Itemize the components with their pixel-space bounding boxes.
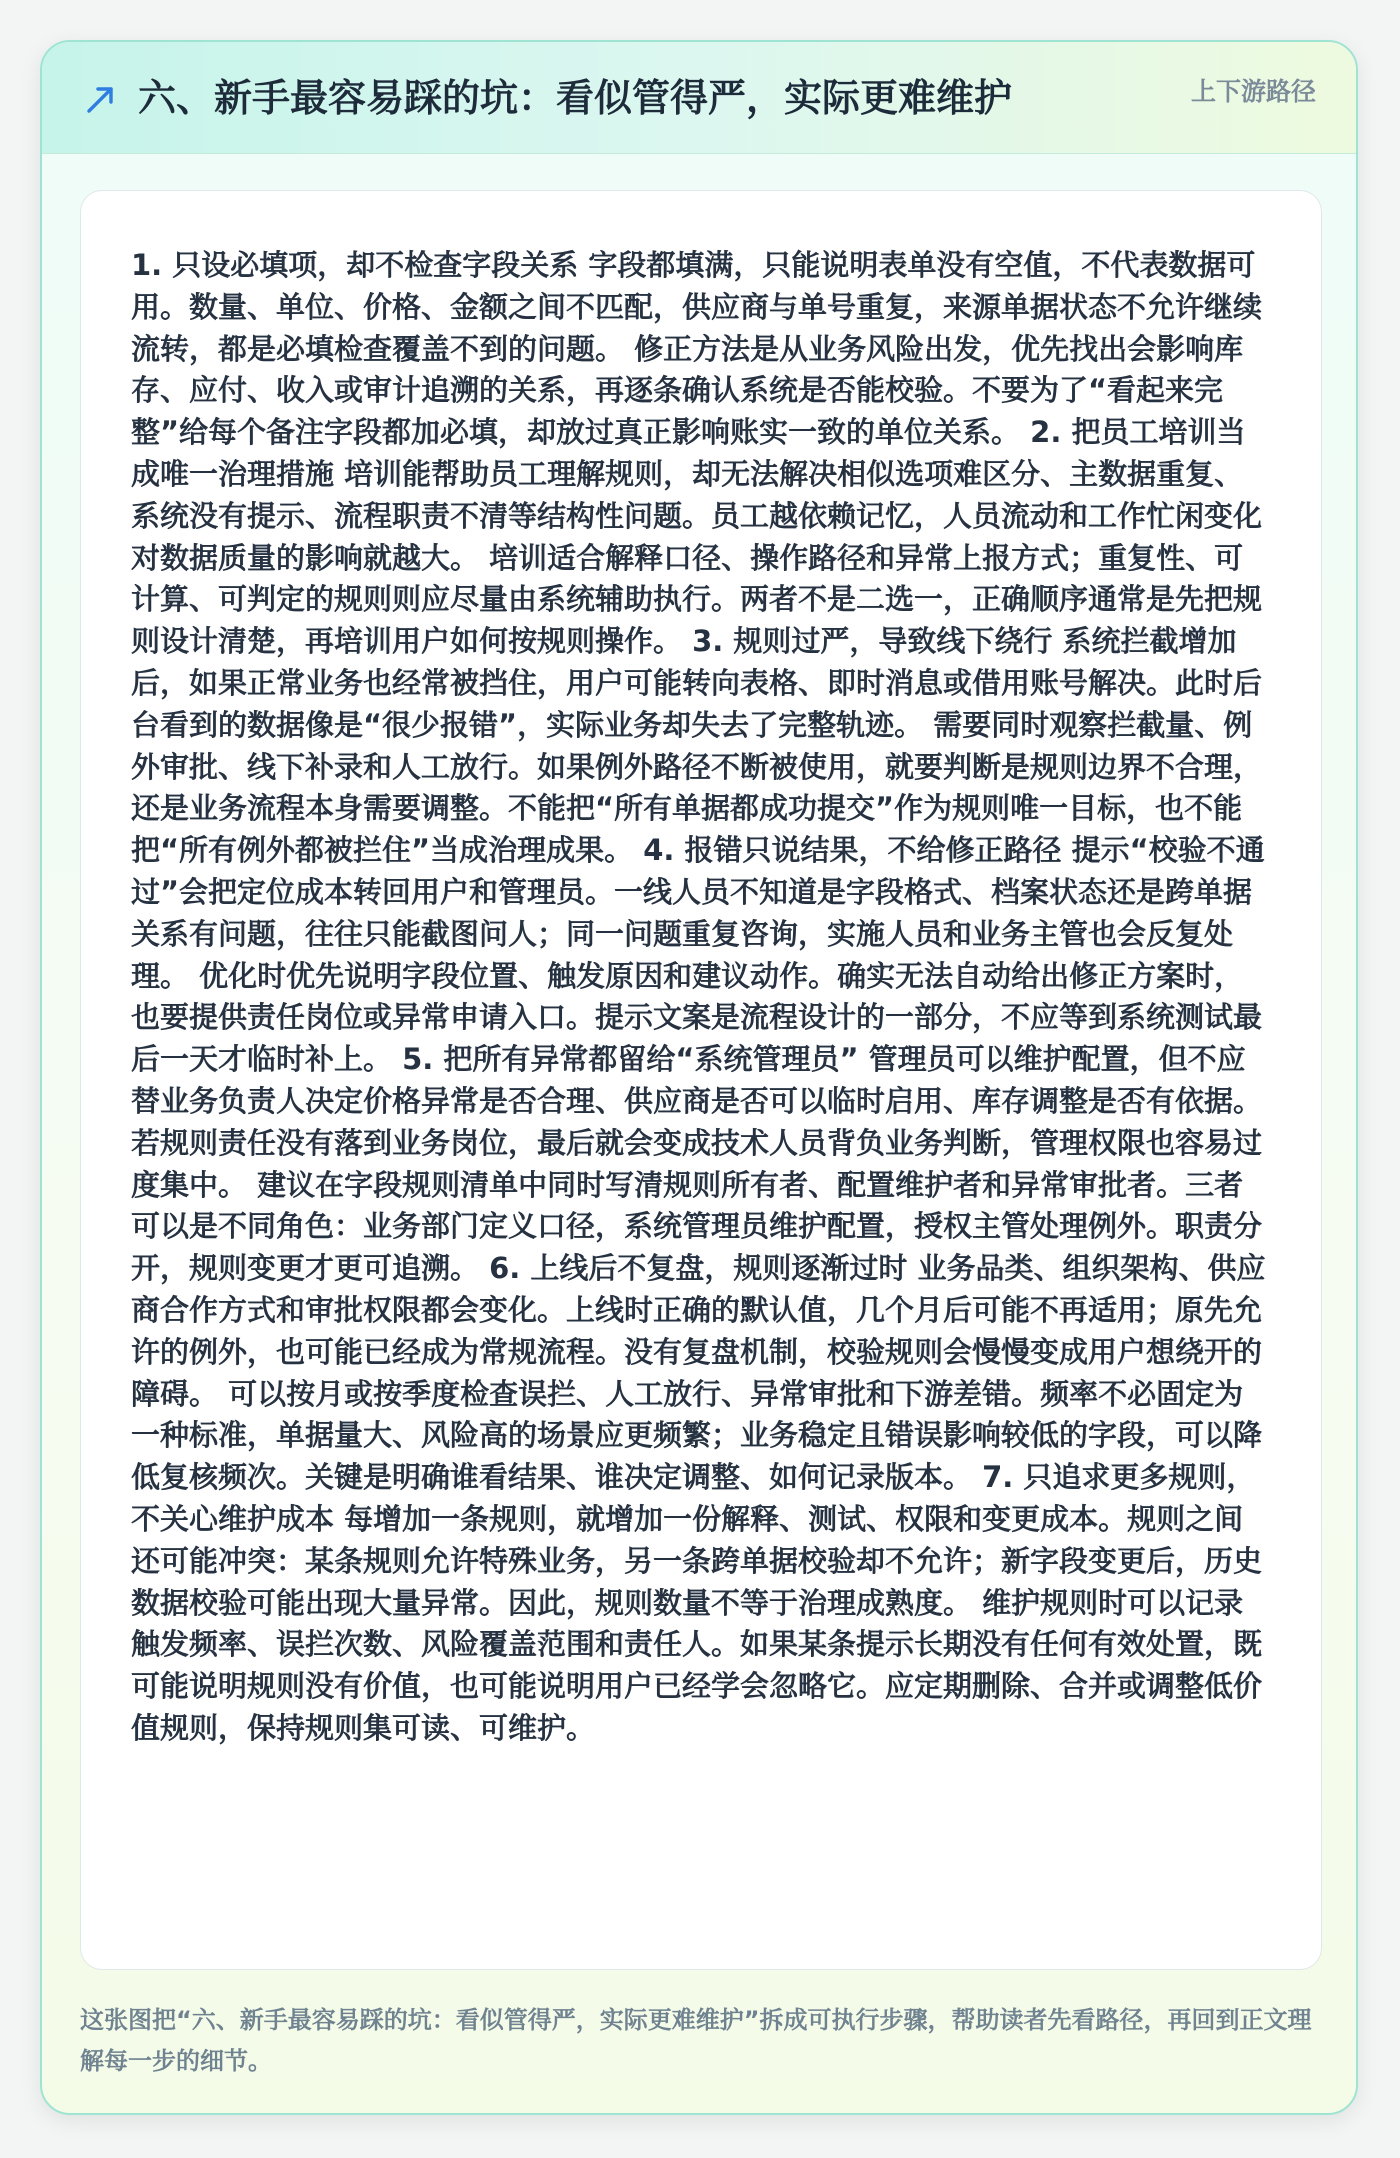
trend-arrow-icon — [84, 82, 118, 116]
content-panel — [80, 190, 1322, 1970]
article-card — [40, 40, 1358, 2115]
figure-caption: 这张图把“六、新手最容易踩的坑：看似管得严，实际更难维护”拆成可执行步骤，帮助读者先看路径，再回到正文理解每一步的细节。 — [80, 2006, 1312, 2075]
section-title: 六、新手最容易踩的坑：看似管得严，实际更难维护 — [138, 76, 1013, 120]
card-header — [42, 42, 1356, 154]
body-text: 1. 只设必填项，却不检查字段关系 字段都填满，只能说明表单没有空值，不代表数据可用。数量、单位、价格、金额之间不匹配，供应商与单号重复，来源单据状态不允许继续流转，都是必填检查覆盖不到的问题。 修正方法是从业务风险出发，优先找出会影响库存、应付、收入或审计追溯的关系，再逐条确认系统是否能校验。不要为了“看起来完整”给每个备注字段都加必填，却放过真正影响账实一致的单位关系。 2. 把员工培训当成唯一治理措施 培训能帮助员工理解规则，却无法解决相似选项难区分、主数据重复、系统没有提示、流程职责不清等结构性问题。员工越依赖记忆，人员流动和工作忙闲变化对数据质量的影响就越大。 培训适合解释口径、操作路径和异常上报方式；重复性、可计算、可判定的规则则应尽量由系统辅助执行。两者不是二选一，正确顺序通常是先把规则设计清楚，再培训用户如何按规则操作。 3. 规则过严，导致线下绕行 系统拦截增加后，如果正常业务也经常被挡住，用户可能转向表格、即时消息或借用账号解决。此时后台看到的数据像是“很少报错”，实际业务却失去了完整轨迹。 需要同时观察拦截量、例外审批、线下补录和人工放行。如果例外路径不断被使用，就要判断是规则边界不合理，还是业务流程本身需要调整。不能把“所有单据都成功提交”作为规则唯一目标，也不能把“所有例外都被拦住”当成治理成果。 4. 报错只说结果，不给修正路径 提示“校验不通过”会把定位成本转回用户和管理员。一线人员不知道是字段格式、档案状态还是跨单据关系有问题，往往只能截图问人；同一问题重复咨询，实施人员和业务主管也会反复处理。 优化时优先说明字段位置、触发原因和建议动作。确实无法自动给出修正方案时，也要提供责任岗位或异常申请入口。提示文案是流程设计的一部分，不应等到系统测试最后一天才临时补上。 5. 把所有异常都留给“系统管理员” 管理员可以维护配置，但不应替业务负责人决定价格异常是否合理、供应商是否可以临时启用、库存调整是否有依据。若规则责任没有落到业务岗位，最后就会变成技术人员背负业务判断，管理权限也容易过度集中。 建议在字段规则清单中同时写清规则所有者、配置维护者和异常审批者。三者可以是不同角色：业务部门定义口径，系统管理员维护配置，授权主管处理例外。职责分开，规则变更才更可追溯。 6. 上线后不复盘，规则逐渐过时 业务品类、组织架构、供应商合作方式和审批权限都会变化。上线时正确的默认值，几个月后可能不再适用；原先允许的例外，也可能已经成为常规流程。没有复盘机制，校验规则会慢慢变成用户想绕开的障碍。 可以按月或按季度检查误拦、人工放行、异常审批和下游差错。频率不必固定为一种标准，单据量大、风险高的场景应更频繁；业务稳定且错误影响较低的字段，可以降低复核频次。关键是明确谁看结果、谁决定调整、如何记录版本。 7. 只追求更多规则，不关心维护成本 每增加一条规则，就增加一份解释、测试、权限和变更成本。规则之间还可能冲突：某条规则允许特殊业务，另一条跨单据校验却不允许；新字段变更后，历史数据校验可能出现大量异常。因此，规则数量不等于治理成熟度。 维护规则时可以记录触发频率、误拦次数、风险覆盖范围和责任人。如果某条提示长期没有任何有效处置，既可能说明规则没有价值，也可能说明用户已经学会忽略它。应定期删除、合并或调整低价值规则，保持规则集可读、可维护。 — [131, 248, 1266, 1745]
section-tag: 上下游路径 — [1190, 77, 1316, 106]
